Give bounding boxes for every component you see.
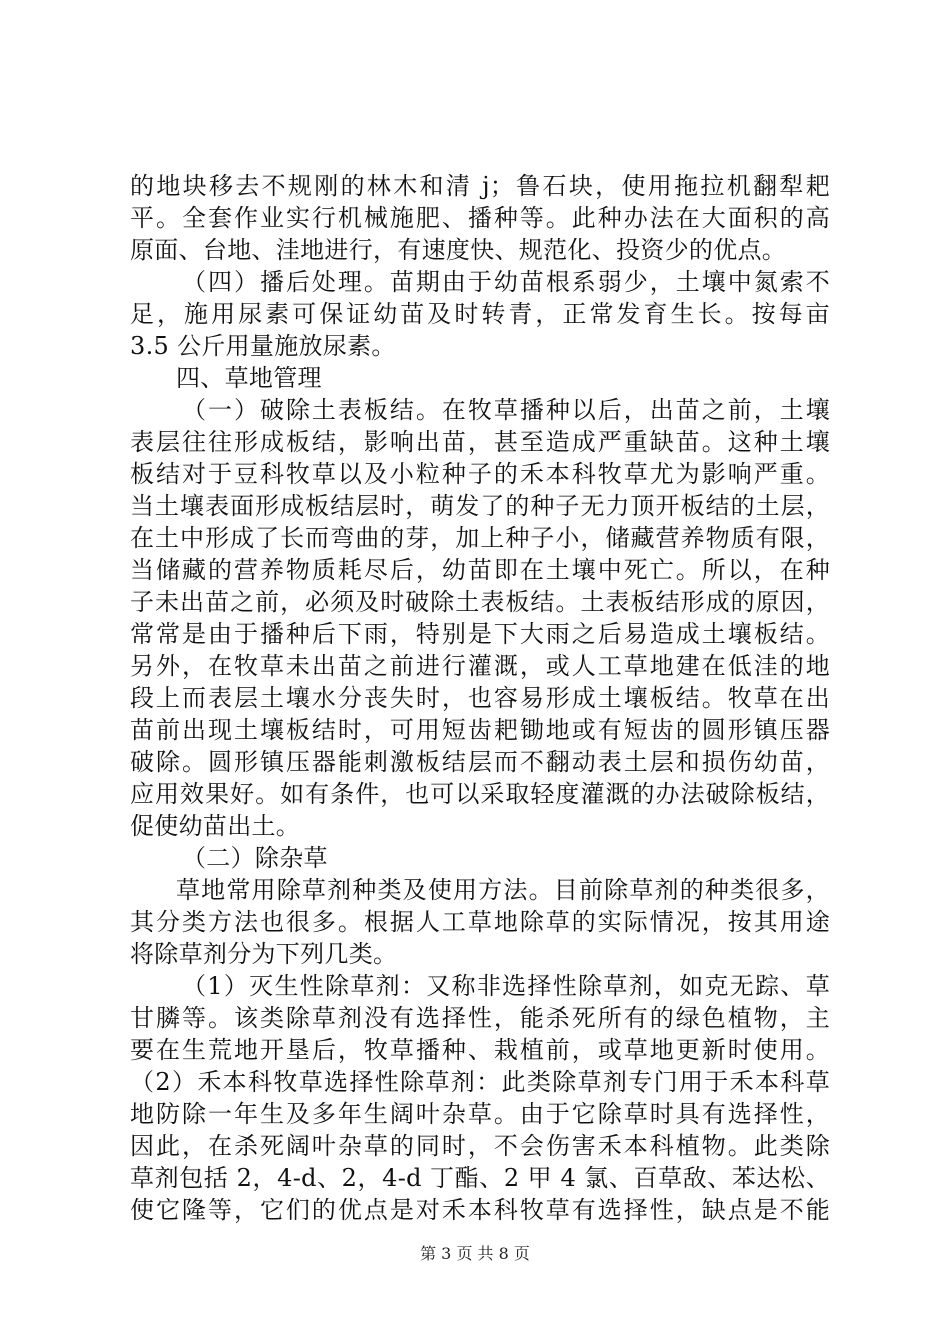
text-line: 板结对于豆科牧草以及小粒种子的禾本科牧草尤为影响严重。: [130, 460, 830, 488]
text-line: 的地块移去不规刚的林木和清 j；鲁石块，使用拖拉机翻犁耙: [130, 172, 830, 200]
text-line: 足，施用尿素可保证幼苗及时转青，正常发育生长。按每亩: [130, 300, 830, 328]
text-line: （1）灭生性除草剂：又称非选择性除草剂，如克无踪、草: [182, 972, 830, 1000]
text-line: 表层往往形成板结，影响出苗，甚至造成严重缺苗。这种土壤: [130, 428, 830, 456]
page-footer: [0, 1244, 950, 1264]
text-line: 四、草地管理: [176, 364, 322, 392]
text-line: 使它隆等，它们的优点是对禾本科牧草有选择性，缺点是不能: [130, 1196, 830, 1224]
text-line: 子未出苗之前，必须及时破除土表板结。土表板结形成的原因，: [130, 588, 830, 616]
document-body: [130, 170, 830, 1226]
text-line: （2）禾本科牧草选择性除草剂：此类除草剂专门用于禾本科草: [130, 1068, 830, 1096]
text-line: 地防除一年生及多年生阔叶杂草。由于它除草时具有选择性，: [130, 1100, 830, 1128]
text-line: 草剂包括 2，4-d、2，4-d 丁酯、2 甲 4 氯、百草敌、苯达松、: [130, 1164, 830, 1192]
text-line: 当储藏的营养物质耗尽后，幼苗即在土壤中死亡。所以，在种: [130, 556, 830, 584]
text-line: 当土壤表面形成板结层时，萌发了的种子无力顶开板结的土层，: [130, 492, 830, 520]
text-line: 促使幼苗出土。: [130, 812, 301, 840]
text-line: 甘膦等。该类除草剂没有选择性，能杀死所有的绿色植物，主: [130, 1004, 830, 1032]
text-line: 其分类方法也很多。根据人工草地除草的实际情况，按其用途: [130, 908, 830, 936]
text-line: 原面、台地、洼地进行，有速度快、规范化、投资少的优点。: [130, 236, 787, 264]
text-line: 应用效果好。如有条件，也可以采取轻度灌溉的办法破除板结，: [130, 780, 830, 808]
text-line: 要在生荒地开垦后，牧草播种、栽植前，或草地更新时使用。: [130, 1036, 830, 1064]
text-line: （二）除杂草: [182, 844, 328, 872]
text-line: （四）播后处理。苗期由于幼苗根系弱少，土壤中氮索不: [182, 268, 830, 296]
text-line: 平。全套作业实行机械施肥、播种等。此种办法在大面积的高: [130, 204, 830, 232]
text-line: 常常是由于播种后下雨，特别是下大雨之后易造成土壤板结。: [130, 620, 830, 648]
text-line: 在土中形成了长而弯曲的芽，加上种子小，储藏营养物质有限，: [130, 524, 830, 552]
text-line: 另外，在牧草未出苗之前进行灌溉，或人工草地建在低洼的地: [130, 652, 830, 680]
text-line: 草地常用除草剂种类及使用方法。目前除草剂的种类很多，: [176, 876, 830, 904]
text-line: （一）破除土表板结。在牧草播种以后，出苗之前，土壤: [182, 396, 830, 424]
text-line: 段上而表层土壤水分丧失时，也容易形成土壤板结。牧草在出: [130, 684, 830, 712]
text-line: 3.5 公斤用量施放尿素。: [130, 332, 396, 360]
page-number: 第 3 页 共 8 页: [420, 1244, 530, 1263]
text-line: 将除草剂分为下列几类。: [130, 940, 398, 968]
text-line: 破除。圆形镇压器能刺激板结层而不翻动表土层和损伤幼苗，: [130, 748, 830, 776]
text-line: 因此，在杀死阔叶杂草的同时，不会伤害禾本科植物。此类除: [130, 1132, 830, 1160]
text-line: 苗前出现土壤板结时，可用短齿耙锄地或有短齿的圆形镇压器: [130, 716, 830, 744]
